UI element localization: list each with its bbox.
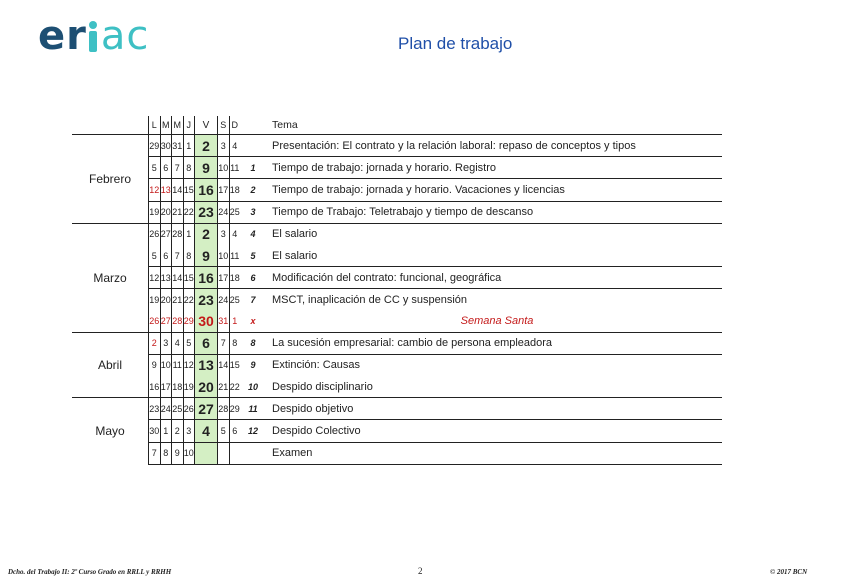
day-cell: 7 [149,442,161,464]
topic-text: Despido disciplinario [272,380,373,393]
day-cell: 22 [183,289,195,311]
day-cell: 30 [160,135,172,157]
day-cell: 28 [172,223,184,245]
topic-number: 12 [240,420,266,442]
table-row [72,376,722,398]
page-title: Plan de trabajo [398,34,513,53]
weekend-cell: 10 [218,157,230,179]
day-cell: 2 [149,332,161,354]
topic-text: Semana Santa [460,315,534,328]
table-row [72,245,722,267]
weekend-cell: 15 [229,354,240,376]
friday-cell: 2 [195,135,218,157]
topic-number: 2 [240,179,266,201]
weekend-cell: 18 [229,179,240,201]
topic-number [240,442,266,464]
weekend-cell: 31 [218,311,230,333]
topic-number: 7 [240,289,266,311]
weekend-cell: 6 [229,420,240,442]
header-cell [240,116,266,135]
header-cell: L [149,116,161,135]
weekend-cell: 17 [218,179,230,201]
weekend-cell: 7 [218,332,230,354]
day-cell: 12 [149,179,161,201]
day-cell: 12 [149,267,161,289]
day-cell: 21 [172,201,184,223]
day-cell: 20 [160,289,172,311]
day-cell: 28 [172,311,184,333]
day-cell: 5 [149,245,161,267]
topic-number: 4 [240,223,266,245]
table-row [72,354,722,376]
weekend-cell: 3 [218,223,230,245]
day-cell: 20 [160,201,172,223]
table-row [72,179,722,201]
weekend-cell: 21 [218,376,230,398]
table-row [72,311,722,333]
topic-number: 8 [240,332,266,354]
day-cell: 7 [172,245,184,267]
weekend-cell: 8 [229,332,240,354]
friday-cell: 6 [195,332,218,354]
day-cell: 8 [183,245,195,267]
topic-number: 9 [240,354,266,376]
day-cell: 5 [183,332,195,354]
topic-text: Tiempo de trabajo: jornada y horario. Registro [266,157,722,179]
header-cell: V [195,116,218,135]
weekend-cell: 24 [218,201,230,223]
logo-wordmark: er ac [38,13,150,59]
month-label: Mayo [72,398,149,465]
day-cell: 1 [183,223,195,245]
day-cell: 15 [183,179,195,201]
day-cell: 8 [183,157,195,179]
friday-cell: 27 [195,398,218,420]
day-cell: 30 [149,420,161,442]
topic-text: Despido objetivo [266,398,722,420]
day-cell: 27 [160,223,172,245]
table-row [72,442,722,464]
table-row [72,135,722,157]
day-cell: 26 [183,398,195,420]
weekend-cell: 29 [229,398,240,420]
weekend-cell: 28 [218,398,230,420]
table-row [72,289,722,311]
day-cell: 6 [160,245,172,267]
weekend-cell: 3 [218,135,230,157]
weekend-cell: 24 [218,289,230,311]
day-cell: 25 [172,398,184,420]
header-row [72,116,722,135]
day-cell: 16 [149,376,161,398]
topic-text: Tiempo de trabajo: jornada y horario. Vacaciones y licencias [266,179,722,201]
weekend-cell [229,442,240,464]
topic-number: x [250,316,256,327]
friday-cell: 9 [195,245,218,267]
day-cell: 12 [183,354,195,376]
topic-text: La sucesión empresarial: cambio de persona empleadora [266,332,722,354]
day-cell: 24 [160,398,172,420]
month-label: Marzo [72,223,149,332]
day-cell: 22 [183,201,195,223]
topic-text: MSCT, inaplicación de CC y suspensión [266,289,722,311]
day-cell: 11 [172,354,184,376]
day-cell: 29 [183,311,195,333]
day-cell: 13 [160,267,172,289]
day-cell: 19 [149,289,161,311]
weekend-cell: 4 [229,223,240,245]
day-cell: 17 [160,376,172,398]
person-figure-icon [86,20,100,54]
erlac-logo [38,14,168,58]
schedule-table [72,116,776,465]
weekend-cell: 25 [229,289,240,311]
day-cell: 6 [160,157,172,179]
table-row [72,157,722,179]
topic-text: Examen [266,442,722,464]
day-cell: 19 [183,376,195,398]
weekend-cell: 14 [218,354,230,376]
table-row [72,267,722,289]
topic-number: 10 [247,381,258,392]
friday-cell: 16 [195,267,218,289]
day-cell: 26 [149,223,161,245]
footer-copyright: © 2017 BCN [770,568,808,576]
day-cell: 10 [160,354,172,376]
topic-text: Despido Colectivo [266,420,722,442]
table-row [72,398,722,420]
day-cell: 19 [149,201,161,223]
day-cell: 26 [149,311,161,333]
footer-page-number: 2 [418,566,423,576]
day-cell: 23 [149,398,161,420]
friday-cell: 16 [195,179,218,201]
weekend-cell: 17 [218,267,230,289]
topic-number: 5 [250,250,256,261]
header-cell: S [218,116,230,135]
day-cell: 1 [183,135,195,157]
day-cell: 8 [160,442,172,464]
day-cell: 15 [183,267,195,289]
weekend-cell: 22 [229,376,240,398]
day-cell: 4 [172,332,184,354]
friday-cell: 20 [195,376,218,398]
month-label: Abril [72,332,149,398]
day-cell: 27 [160,311,172,333]
day-cell: 14 [172,267,184,289]
table-row [72,201,722,223]
topic-text: Extinción: Causas [266,354,722,376]
topic-text: Presentación: El contrato y la relación laboral: repaso de conceptos y tipos [266,135,722,157]
table-row [72,420,722,442]
day-cell: 3 [160,332,172,354]
day-cell: 13 [160,179,172,201]
day-cell: 29 [149,135,161,157]
header-cell: M [160,116,172,135]
topic-text: Tiempo de Trabajo: Teletrabajo y tiempo de descanso [266,201,722,223]
day-cell: 31 [172,135,184,157]
day-cell: 3 [183,420,195,442]
friday-cell: 30 [195,311,218,333]
day-cell: 10 [183,442,195,464]
topic-number: 11 [240,398,266,420]
day-cell: 14 [172,179,184,201]
topic-number: 1 [240,157,266,179]
topic-text: El salario [272,249,318,262]
friday-cell: 23 [195,289,218,311]
month-label: Febrero [72,135,149,224]
weekend-cell: 4 [229,135,240,157]
friday-cell: 13 [195,354,218,376]
day-cell: 7 [172,157,184,179]
day-cell: 5 [149,157,161,179]
friday-cell [195,442,218,464]
day-cell: 18 [172,376,184,398]
friday-cell: 23 [195,201,218,223]
day-cell: 9 [149,354,161,376]
weekend-cell: 5 [218,420,230,442]
weekend-cell: 25 [229,201,240,223]
topic-text: Modificación del contrato: funcional, geográfica [266,267,722,289]
footer-course: Dcho. del Trabajo II: 2º Curso Grado en RRLL y RRHH [8,568,172,576]
weekend-cell: 10 [218,245,230,267]
topic-number [240,135,266,157]
day-cell: 21 [172,289,184,311]
topic-text: El salario [266,223,722,245]
header-month-blank [72,116,149,135]
weekend-cell [218,442,230,464]
weekend-cell: 1 [229,311,240,333]
header-cell: D [229,116,240,135]
weekend-cell: 11 [229,245,240,267]
header-cell: M [172,116,184,135]
topic-number: 6 [240,267,266,289]
friday-cell: 9 [195,157,218,179]
header-cell: Tema [272,119,298,131]
weekend-cell: 18 [229,267,240,289]
day-cell: 9 [172,442,184,464]
topic-number: 3 [240,201,266,223]
friday-cell: 4 [195,420,218,442]
header-cell: J [183,116,195,135]
table-row [72,332,722,354]
day-cell: 1 [160,420,172,442]
table-row [72,223,722,245]
day-cell: 2 [172,420,184,442]
weekend-cell: 11 [229,157,240,179]
friday-cell: 2 [195,223,218,245]
